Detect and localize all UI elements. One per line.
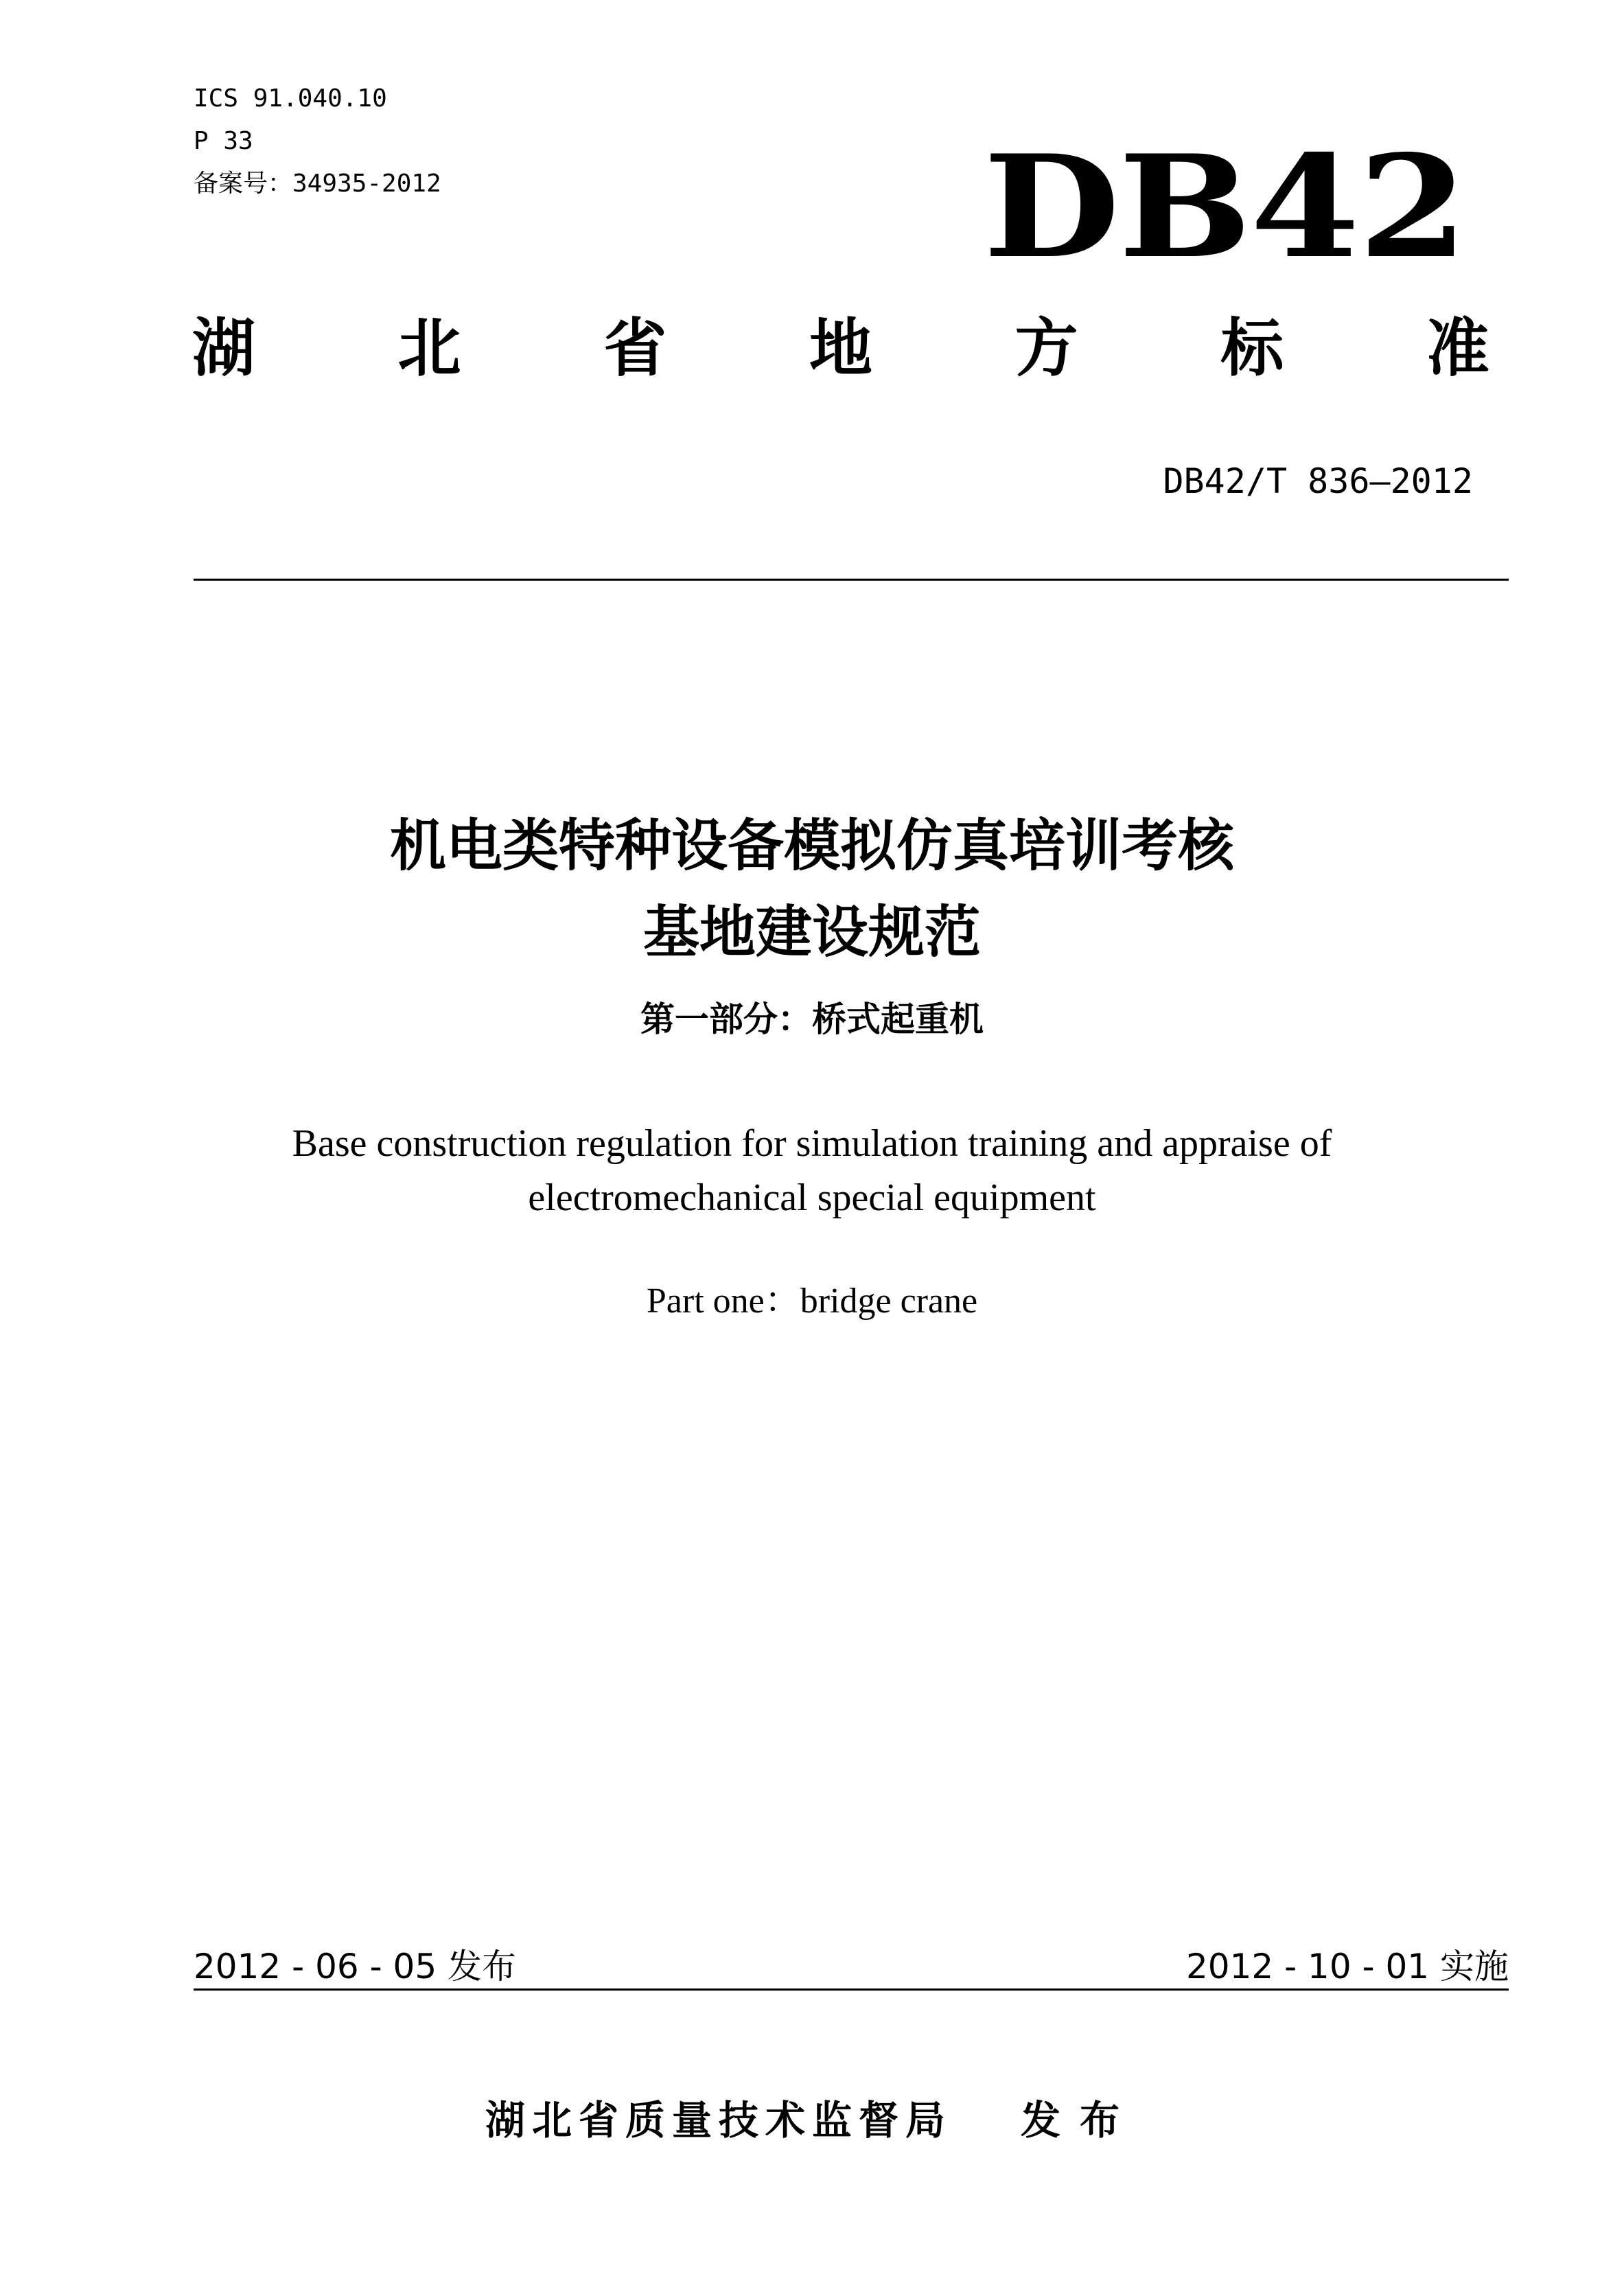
standard-type-char: 省 — [603, 312, 667, 385]
standard-type-char: 湖 — [192, 312, 256, 385]
implementation-date: 2012 - 10 - 01 实施 — [1185, 1947, 1509, 1986]
ics-code: ICS 91.040.10 — [194, 84, 387, 113]
record-number: 备案号：34935-2012 — [194, 170, 441, 198]
standard-type-char: 地 — [809, 312, 872, 385]
classification-code: P 33 — [194, 127, 253, 155]
title-en-line1: Base construction regulation for simulation training and appraise of — [292, 1122, 1332, 1165]
issue-date: 2012 - 06 - 05 发布 — [194, 1947, 517, 1986]
subtitle-en: Part one：bridge crane — [646, 1282, 978, 1321]
top-divider — [194, 579, 1509, 581]
issuer-verb: 发布 — [1021, 2097, 1139, 2144]
standard-type-char: 方 — [1014, 312, 1078, 385]
standard-type-char: 北 — [397, 312, 461, 385]
issuer-organization: 湖北省质量技术监督局 — [485, 2097, 952, 2144]
standard-type-char: 标 — [1220, 312, 1284, 385]
db42-logo: DB42 — [983, 125, 1466, 290]
bottom-divider — [194, 1988, 1509, 1991]
standard-type-char: 准 — [1426, 312, 1489, 385]
title-en-line2: electromechanical special equipment — [528, 1176, 1096, 1219]
standard-type-heading — [192, 312, 1489, 385]
title-zh-line2: 基地建设规范 — [642, 900, 981, 965]
title-zh-line1: 机电类特种设备模拟仿真培训考核 — [389, 813, 1234, 879]
subtitle-zh: 第一部分：桥式起重机 — [640, 999, 984, 1039]
issuer-line — [0, 2097, 1624, 2144]
standard-number: DB42/T 836—2012 — [1163, 461, 1473, 501]
